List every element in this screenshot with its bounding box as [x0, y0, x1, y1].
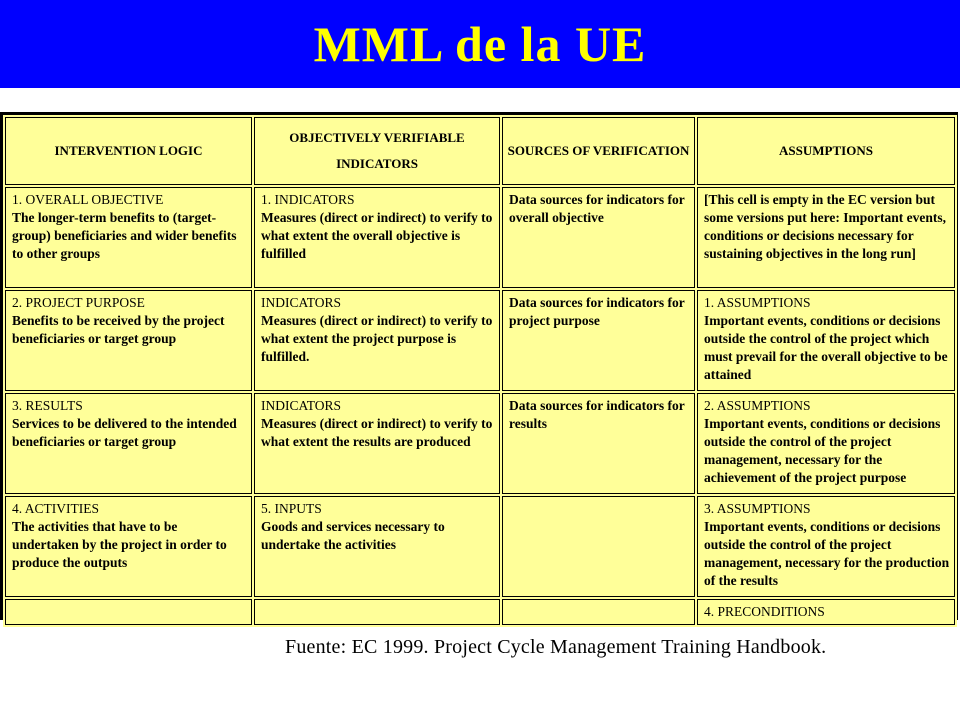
cell-body: Data sources for indicators for results [509, 398, 685, 431]
table-cell [5, 496, 252, 597]
cell-title: 1. INDICATORS [261, 192, 355, 207]
logframe-table [3, 115, 957, 627]
cell-title: INDICATORS [261, 398, 342, 413]
cell-body: Data sources for indicators for project purpose [509, 295, 685, 328]
header-sources: SOURCES OF VERIFICATION [502, 117, 695, 185]
table-row-activities [5, 496, 955, 597]
table-cell [5, 393, 252, 494]
cell-body: Benefits to be received by the project beneficiaries or target group [12, 313, 225, 346]
cell-body: The activities that have to be undertaken by the project in order to produce the outputs [12, 519, 227, 570]
table-cell [254, 496, 500, 597]
cell-body: Important events, conditions or decisions outside the control of the project management, necessary for the production of the results [704, 519, 950, 588]
table-cell [502, 187, 695, 288]
cell-title: 5. INPUTS [261, 501, 322, 516]
title-bar [0, 0, 960, 88]
header-intervention-logic: INTERVENTION LOGIC [5, 117, 252, 185]
source-note: Fuente: EC 1999. Project Cycle Management Training Handbook. [285, 636, 827, 658]
page-title: MML de la UE [313, 16, 647, 72]
table-cell [697, 393, 955, 494]
cell-title: INDICATORS [261, 295, 342, 310]
table-cell [697, 187, 955, 288]
logframe-table-frame [0, 112, 958, 620]
table-cell [254, 187, 500, 288]
table-cell [254, 393, 500, 494]
table-header-row [5, 117, 955, 185]
table-cell [697, 290, 955, 391]
table-cell [254, 599, 500, 625]
cell-body: Data sources for indicators for overall objective [509, 192, 685, 225]
table-cell [502, 599, 695, 625]
cell-body: Important events, conditions or decisions outside the control of the project which must prevail for the overall objective to be attained [704, 313, 948, 382]
table-cell [502, 290, 695, 391]
cell-title: 4. PRECONDITIONS [704, 604, 825, 619]
cell-title: 1. OVERALL OBJECTIVE [12, 192, 164, 207]
table-row-overall-objective [5, 187, 955, 288]
table-cell [502, 496, 695, 597]
cell-body: Measures (direct or indirect) to verify to what extent the overall objective is fulfilled [261, 210, 493, 261]
cell-title: 2. PROJECT PURPOSE [12, 295, 145, 310]
cell-body: Goods and services necessary to undertake the activities [261, 519, 445, 552]
cell-title: 3. RESULTS [12, 398, 83, 413]
table-cell [697, 496, 955, 597]
cell-title: 2. ASSUMPTIONS [704, 398, 811, 413]
cell-title: 3. ASSUMPTIONS [704, 501, 811, 516]
cell-body: [This cell is empty in the EC version but some versions put here: Important events, conditions or decisions necessary for sustaining objectives in the long run] [704, 192, 946, 261]
cell-body: Important events, conditions or decisions outside the control of the project management, necessary for the achievement of the project purpose [704, 416, 941, 485]
header-indicators: OBJECTIVELY VERIFIABLE INDICATORS [254, 117, 500, 185]
cell-body: Measures (direct or indirect) to verify to what extent the results are produced [261, 416, 493, 449]
table-row-preconditions [5, 599, 955, 625]
table-cell [502, 393, 695, 494]
table-row-project-purpose [5, 290, 955, 391]
cell-title: 1. ASSUMPTIONS [704, 295, 811, 310]
table-cell [697, 599, 955, 625]
header-assumptions: ASSUMPTIONS [697, 117, 955, 185]
cell-body: Services to be delivered to the intended beneficiaries or target group [12, 416, 237, 449]
cell-body: Measures (direct or indirect) to verify to what extent the project purpose is fulfilled. [261, 313, 493, 364]
table-row-results [5, 393, 955, 494]
cell-body: The longer-term benefits to (target-group) beneficiaries and wider benefits to other groups [12, 210, 237, 261]
cell-title: 4. ACTIVITIES [12, 501, 99, 516]
table-cell [5, 599, 252, 625]
table-cell [254, 290, 500, 391]
table-cell [5, 290, 252, 391]
table-cell [5, 187, 252, 288]
